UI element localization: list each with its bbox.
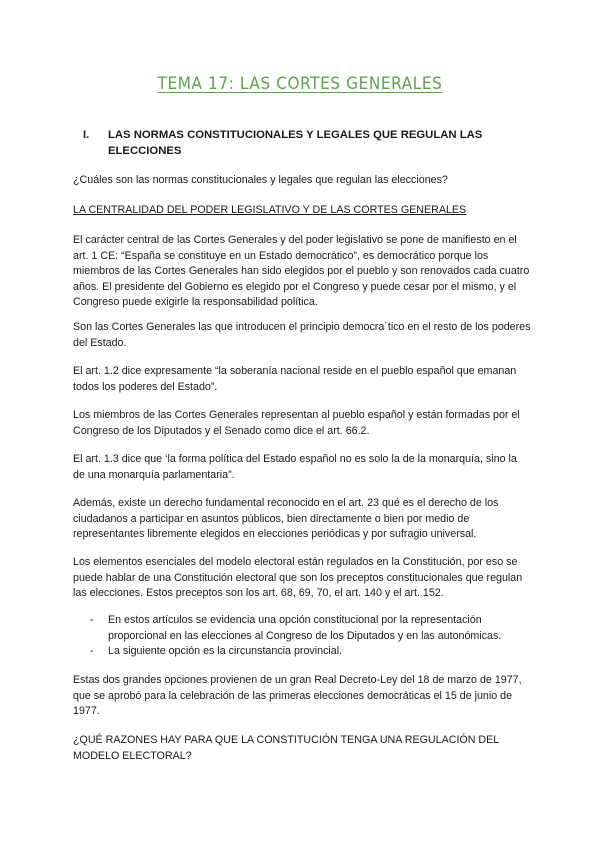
paragraph-6: Además, existe un derecho fundamental reconocido en el art. 23 qué es el derecho de los ciudadanos a participar en asuntos públicos, bien directamente o bien por medio de representantes libremente elegidos en elecciones periódicas y por sufragio universal. <box>73 497 499 541</box>
list-item-text: En estos artículos se evidencia una opción constitucional por la representación proporcional en las elecciones al Congreso de los Diputados y en las autonómicas. <box>108 614 502 642</box>
page-title: TEMA 17: LAS CORTES GENERALES <box>157 74 443 94</box>
list-item-text: La siguiente opción es la circunstancia provincial. <box>108 645 343 657</box>
subheading: LA CENTRALIDAD DEL PODER LEGISLATIVO Y DE LAS CORTES GENERALES <box>73 204 467 216</box>
section-heading-text: LAS NORMAS CONSTITUCIONALES Y LEGALES QUE REGULAN LAS ELECCIONES <box>108 129 483 157</box>
bullet-marker: - <box>90 645 94 657</box>
bullet-marker: - <box>90 614 94 626</box>
paragraph-2: Son las Cortes Generales las que introducen el principio democra´tico en el resto de los poderes del Estado. <box>73 321 531 349</box>
paragraph-4: Los miembros de las Cortes Generales representan al pueblo español y están formadas por el Congreso de los Diputados y el Senado como dice el art. 66.2. <box>73 409 520 437</box>
closing-paragraph: Estas dos grandes opciones provienen de un gran Real Decreto-Ley del 18 de marzo de 1977, que se aprobó para la celebración de las primeras elecciones democráticas el 15 de junio de 1977. <box>73 674 522 718</box>
paragraph-7: Los elementos esenciales del modelo electoral están regulados en la Constitución, por eso se puede hablar de una Constitución electoral que son los preceptos constitucionales que regulan las elecciones. Estos preceptos son los art. 68, 69, 70, el art. 140 y el art. 152. <box>73 556 523 600</box>
section-number: I. <box>83 129 90 141</box>
final-question: ¿QUÉ RAZONES HAY PARA QUE LA CONSTITUCIÓN TENGA UNA REGULACIÓN DEL MODELO ELECTORAL? <box>73 734 499 762</box>
paragraph-3: El art. 1.2 dice expresamente “la soberanía nacional reside en el pueblo español que emanan todos los poderes del Estado”. <box>73 365 517 393</box>
intro-question: ¿Cuáles son las normas constitucionales y legales que regulan las elecciones? <box>73 174 448 186</box>
paragraph-1: El carácter central de las Cortes Generales y del poder legislativo se pone de manifiesto en el art. 1 CE: “España se constituye en un Estado democrático”, es democrático porque los miembros de las Cortes Generales han sido elegidos por el pueblo y son renovados cada cuatro años. El presidente del Gobierno es elegido por el Congreso y puede cesar por el mismo, y el Congreso puede exigirle la responsabilidad política. <box>73 234 530 309</box>
paragraph-5: El art. 1.3 dice que ‘la forma política del Estado español no es solo la de la monarquía, sino la de una monarquía parlamentaria”. <box>73 453 517 481</box>
